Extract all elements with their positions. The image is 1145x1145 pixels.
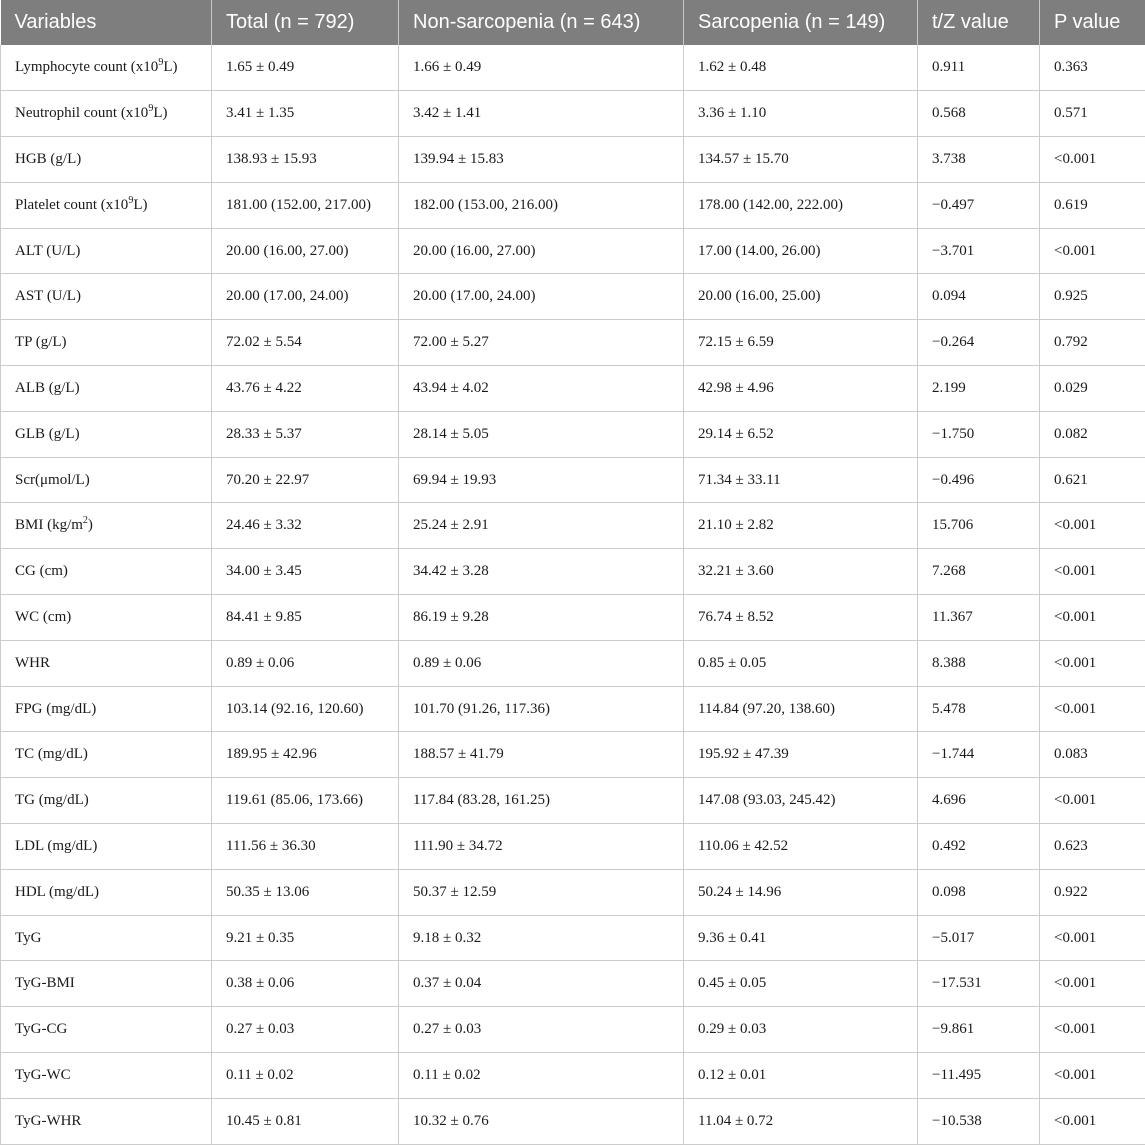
- cell-sarcopenia: 21.10 ± 2.82: [684, 503, 918, 549]
- cell-variable: [1, 869, 212, 915]
- cell-p-value: 0.082: [1040, 411, 1145, 457]
- table-row: [1, 1007, 1145, 1053]
- cell-total: 20.00 (17.00, 24.00): [212, 274, 399, 320]
- cell-total: 3.41 ± 1.35: [212, 91, 399, 137]
- cell-total: 9.21 ± 0.35: [212, 915, 399, 961]
- cell-variable: [1, 1053, 212, 1099]
- cell-t-z-value: −10.538: [918, 1098, 1040, 1144]
- header-total: Total (n = 792): [212, 0, 399, 45]
- cell-total: 119.61 (85.06, 173.66): [212, 778, 399, 824]
- cell-t-z-value: −3.701: [918, 228, 1040, 274]
- cell-non-sarcopenia: 3.42 ± 1.41: [399, 91, 684, 137]
- cell-p-value: <0.001: [1040, 640, 1145, 686]
- variable-name: TyG-WHR: [15, 1113, 81, 1129]
- cell-total: 24.46 ± 3.32: [212, 503, 399, 549]
- variable-name: HDL (mg/dL): [15, 884, 99, 900]
- cell-variable: [1, 137, 212, 183]
- cell-total: 181.00 (152.00, 217.00): [212, 182, 399, 228]
- table-row: [1, 320, 1145, 366]
- cell-variable: [1, 503, 212, 549]
- cell-sarcopenia: 110.06 ± 42.52: [684, 824, 918, 870]
- cell-total: 0.38 ± 0.06: [212, 961, 399, 1007]
- table-row: [1, 961, 1145, 1007]
- cell-non-sarcopenia: 0.27 ± 0.03: [399, 1007, 684, 1053]
- cell-total: 70.20 ± 22.97: [212, 457, 399, 503]
- cell-p-value: <0.001: [1040, 503, 1145, 549]
- cell-p-value: 0.792: [1040, 320, 1145, 366]
- cell-variable: [1, 961, 212, 1007]
- cell-non-sarcopenia: 86.19 ± 9.28: [399, 595, 684, 641]
- cell-non-sarcopenia: 111.90 ± 34.72: [399, 824, 684, 870]
- cell-sarcopenia: 42.98 ± 4.96: [684, 366, 918, 412]
- cell-non-sarcopenia: 0.89 ± 0.06: [399, 640, 684, 686]
- variable-name: AST (U/L): [15, 288, 81, 304]
- variable-name: TC (mg/dL): [15, 746, 88, 762]
- table-row: [1, 457, 1145, 503]
- variable-name: TyG-WC: [15, 1067, 71, 1083]
- cell-p-value: 0.571: [1040, 91, 1145, 137]
- cell-sarcopenia: 29.14 ± 6.52: [684, 411, 918, 457]
- cell-t-z-value: 8.388: [918, 640, 1040, 686]
- cell-p-value: <0.001: [1040, 228, 1145, 274]
- cell-sarcopenia: 32.21 ± 3.60: [684, 549, 918, 595]
- cell-non-sarcopenia: 182.00 (153.00, 216.00): [399, 182, 684, 228]
- table-row: [1, 595, 1145, 641]
- variable-name: Scr(μmol/L): [15, 472, 90, 488]
- cell-p-value: <0.001: [1040, 1007, 1145, 1053]
- cell-p-value: <0.001: [1040, 1098, 1145, 1144]
- cell-variable: [1, 824, 212, 870]
- cell-p-value: <0.001: [1040, 915, 1145, 961]
- cell-t-z-value: 0.568: [918, 91, 1040, 137]
- variable-name: TP (g/L): [15, 334, 67, 350]
- cell-non-sarcopenia: 34.42 ± 3.28: [399, 549, 684, 595]
- header-non-sarcopenia: Non-sarcopenia (n = 643): [399, 0, 684, 45]
- cell-p-value: <0.001: [1040, 778, 1145, 824]
- cell-p-value: 0.623: [1040, 824, 1145, 870]
- header-row: [1, 0, 1145, 45]
- variable-name: WC (cm): [15, 609, 71, 625]
- cell-variable: [1, 915, 212, 961]
- cell-t-z-value: 0.098: [918, 869, 1040, 915]
- variable-name: TG (mg/dL): [15, 792, 89, 808]
- cell-t-z-value: 11.367: [918, 595, 1040, 641]
- cell-sarcopenia: 20.00 (16.00, 25.00): [684, 274, 918, 320]
- cell-t-z-value: 15.706: [918, 503, 1040, 549]
- cell-t-z-value: 0.492: [918, 824, 1040, 870]
- cell-sarcopenia: 0.12 ± 0.01: [684, 1053, 918, 1099]
- variable-name: WHR: [15, 655, 50, 671]
- cell-p-value: <0.001: [1040, 961, 1145, 1007]
- cell-total: 10.45 ± 0.81: [212, 1098, 399, 1144]
- cell-sarcopenia: 71.34 ± 33.11: [684, 457, 918, 503]
- table-row: [1, 686, 1145, 732]
- cell-sarcopenia: 50.24 ± 14.96: [684, 869, 918, 915]
- variable-unit-tail: L): [163, 59, 177, 75]
- cell-variable: [1, 1007, 212, 1053]
- cell-variable: [1, 274, 212, 320]
- cell-p-value: <0.001: [1040, 595, 1145, 641]
- cell-total: 28.33 ± 5.37: [212, 411, 399, 457]
- table-row: [1, 1053, 1145, 1099]
- cell-sarcopenia: 11.04 ± 0.72: [684, 1098, 918, 1144]
- table-row: [1, 411, 1145, 457]
- variable-superscript: 2: [83, 515, 88, 526]
- table-row: [1, 640, 1145, 686]
- cell-sarcopenia: 76.74 ± 8.52: [684, 595, 918, 641]
- cell-total: 138.93 ± 15.93: [212, 137, 399, 183]
- header-p-value: P value: [1040, 0, 1145, 45]
- cell-variable: [1, 457, 212, 503]
- cell-p-value: 0.621: [1040, 457, 1145, 503]
- cell-t-z-value: 2.199: [918, 366, 1040, 412]
- cell-non-sarcopenia: 188.57 ± 41.79: [399, 732, 684, 778]
- cell-non-sarcopenia: 20.00 (16.00, 27.00): [399, 228, 684, 274]
- cell-variable: [1, 366, 212, 412]
- cell-t-z-value: −0.264: [918, 320, 1040, 366]
- cell-non-sarcopenia: 117.84 (83.28, 161.25): [399, 778, 684, 824]
- cell-p-value: 0.363: [1040, 45, 1145, 91]
- cell-t-z-value: −11.495: [918, 1053, 1040, 1099]
- cell-t-z-value: −1.744: [918, 732, 1040, 778]
- variable-name: Platelet count (x10: [15, 197, 128, 213]
- cell-sarcopenia: 114.84 (97.20, 138.60): [684, 686, 918, 732]
- cell-p-value: <0.001: [1040, 686, 1145, 732]
- variable-unit-tail: ): [88, 517, 93, 533]
- table-row: [1, 824, 1145, 870]
- table-row: [1, 137, 1145, 183]
- cell-sarcopenia: 134.57 ± 15.70: [684, 137, 918, 183]
- cell-t-z-value: −1.750: [918, 411, 1040, 457]
- variable-name: FPG (mg/dL): [15, 701, 96, 717]
- cell-total: 20.00 (16.00, 27.00): [212, 228, 399, 274]
- cell-t-z-value: 4.696: [918, 778, 1040, 824]
- header-sarcopenia: Sarcopenia (n = 149): [684, 0, 918, 45]
- cell-p-value: <0.001: [1040, 549, 1145, 595]
- variable-name: TyG-BMI: [15, 975, 75, 991]
- variable-unit-tail: L): [133, 197, 147, 213]
- table-header: [1, 0, 1145, 45]
- cell-p-value: 0.925: [1040, 274, 1145, 320]
- cell-total: 0.11 ± 0.02: [212, 1053, 399, 1099]
- cell-non-sarcopenia: 72.00 ± 5.27: [399, 320, 684, 366]
- cell-variable: [1, 320, 212, 366]
- variable-unit-tail: L): [153, 105, 167, 121]
- cell-sarcopenia: 1.62 ± 0.48: [684, 45, 918, 91]
- variable-name: HGB (g/L): [15, 151, 81, 167]
- cell-non-sarcopenia: 1.66 ± 0.49: [399, 45, 684, 91]
- table-row: [1, 732, 1145, 778]
- cell-variable: [1, 778, 212, 824]
- table-row: [1, 1098, 1145, 1144]
- cell-non-sarcopenia: 0.37 ± 0.04: [399, 961, 684, 1007]
- cell-total: 34.00 ± 3.45: [212, 549, 399, 595]
- cell-p-value: 0.029: [1040, 366, 1145, 412]
- cell-non-sarcopenia: 9.18 ± 0.32: [399, 915, 684, 961]
- cell-t-z-value: −0.496: [918, 457, 1040, 503]
- table-row: [1, 182, 1145, 228]
- cell-sarcopenia: 0.45 ± 0.05: [684, 961, 918, 1007]
- table-row: [1, 503, 1145, 549]
- cell-t-z-value: 0.911: [918, 45, 1040, 91]
- cell-variable: [1, 549, 212, 595]
- table-row: [1, 45, 1145, 91]
- variable-name: TyG-CG: [15, 1021, 67, 1037]
- cell-non-sarcopenia: 10.32 ± 0.76: [399, 1098, 684, 1144]
- cell-sarcopenia: 147.08 (93.03, 245.42): [684, 778, 918, 824]
- cell-non-sarcopenia: 25.24 ± 2.91: [399, 503, 684, 549]
- cell-total: 189.95 ± 42.96: [212, 732, 399, 778]
- table-row: [1, 915, 1145, 961]
- header-variables: Variables: [1, 0, 212, 45]
- variable-superscript: 9: [158, 57, 163, 68]
- cell-non-sarcopenia: 69.94 ± 19.93: [399, 457, 684, 503]
- cell-p-value: <0.001: [1040, 1053, 1145, 1099]
- variable-name: CG (cm): [15, 563, 68, 579]
- cell-variable: [1, 686, 212, 732]
- cell-variable: [1, 182, 212, 228]
- cell-t-z-value: 0.094: [918, 274, 1040, 320]
- cell-p-value: 0.922: [1040, 869, 1145, 915]
- cell-sarcopenia: 3.36 ± 1.10: [684, 91, 918, 137]
- table-row: [1, 549, 1145, 595]
- cell-total: 43.76 ± 4.22: [212, 366, 399, 412]
- cell-variable: [1, 411, 212, 457]
- cell-variable: [1, 595, 212, 641]
- table-body: [1, 45, 1145, 1144]
- cell-non-sarcopenia: 20.00 (17.00, 24.00): [399, 274, 684, 320]
- cell-total: 0.89 ± 0.06: [212, 640, 399, 686]
- cell-variable: [1, 91, 212, 137]
- cell-p-value: 0.619: [1040, 182, 1145, 228]
- cell-t-z-value: 5.478: [918, 686, 1040, 732]
- header-t-z-value: t/Z value: [918, 0, 1040, 45]
- table-row: [1, 228, 1145, 274]
- cell-variable: [1, 732, 212, 778]
- cell-non-sarcopenia: 139.94 ± 15.83: [399, 137, 684, 183]
- cell-t-z-value: −5.017: [918, 915, 1040, 961]
- cell-p-value: <0.001: [1040, 137, 1145, 183]
- cell-t-z-value: 3.738: [918, 137, 1040, 183]
- cell-t-z-value: −0.497: [918, 182, 1040, 228]
- cell-variable: [1, 228, 212, 274]
- cell-variable: [1, 640, 212, 686]
- cell-non-sarcopenia: 28.14 ± 5.05: [399, 411, 684, 457]
- cell-sarcopenia: 0.85 ± 0.05: [684, 640, 918, 686]
- cell-total: 111.56 ± 36.30: [212, 824, 399, 870]
- cell-p-value: 0.083: [1040, 732, 1145, 778]
- variable-name: Lymphocyte count (x10: [15, 59, 158, 75]
- cell-sarcopenia: 72.15 ± 6.59: [684, 320, 918, 366]
- table-row: [1, 274, 1145, 320]
- cell-total: 72.02 ± 5.54: [212, 320, 399, 366]
- cell-non-sarcopenia: 43.94 ± 4.02: [399, 366, 684, 412]
- table-row: [1, 366, 1145, 412]
- cell-total: 0.27 ± 0.03: [212, 1007, 399, 1053]
- cell-total: 1.65 ± 0.49: [212, 45, 399, 91]
- cell-sarcopenia: 195.92 ± 47.39: [684, 732, 918, 778]
- variable-name: ALB (g/L): [15, 380, 80, 396]
- cell-sarcopenia: 178.00 (142.00, 222.00): [684, 182, 918, 228]
- cell-t-z-value: −9.861: [918, 1007, 1040, 1053]
- cell-variable: [1, 45, 212, 91]
- table-row: [1, 91, 1145, 137]
- variable-name: TyG: [15, 930, 41, 946]
- cell-non-sarcopenia: 0.11 ± 0.02: [399, 1053, 684, 1099]
- cell-sarcopenia: 17.00 (14.00, 26.00): [684, 228, 918, 274]
- variable-name: Neutrophil count (x10: [15, 105, 148, 121]
- variable-name: LDL (mg/dL): [15, 838, 97, 854]
- cell-sarcopenia: 9.36 ± 0.41: [684, 915, 918, 961]
- cell-t-z-value: −17.531: [918, 961, 1040, 1007]
- cell-non-sarcopenia: 50.37 ± 12.59: [399, 869, 684, 915]
- cell-sarcopenia: 0.29 ± 0.03: [684, 1007, 918, 1053]
- variable-superscript: 9: [128, 195, 133, 206]
- cell-t-z-value: 7.268: [918, 549, 1040, 595]
- cell-variable: [1, 1098, 212, 1144]
- variable-name: ALT (U/L): [15, 243, 80, 259]
- cell-total: 84.41 ± 9.85: [212, 595, 399, 641]
- variable-name: BMI (kg/m: [15, 517, 83, 533]
- cell-non-sarcopenia: 101.70 (91.26, 117.36): [399, 686, 684, 732]
- variable-name: GLB (g/L): [15, 426, 80, 442]
- table-row: [1, 869, 1145, 915]
- variable-superscript: 9: [148, 103, 153, 114]
- table-row: [1, 778, 1145, 824]
- cell-total: 50.35 ± 13.06: [212, 869, 399, 915]
- cell-total: 103.14 (92.16, 120.60): [212, 686, 399, 732]
